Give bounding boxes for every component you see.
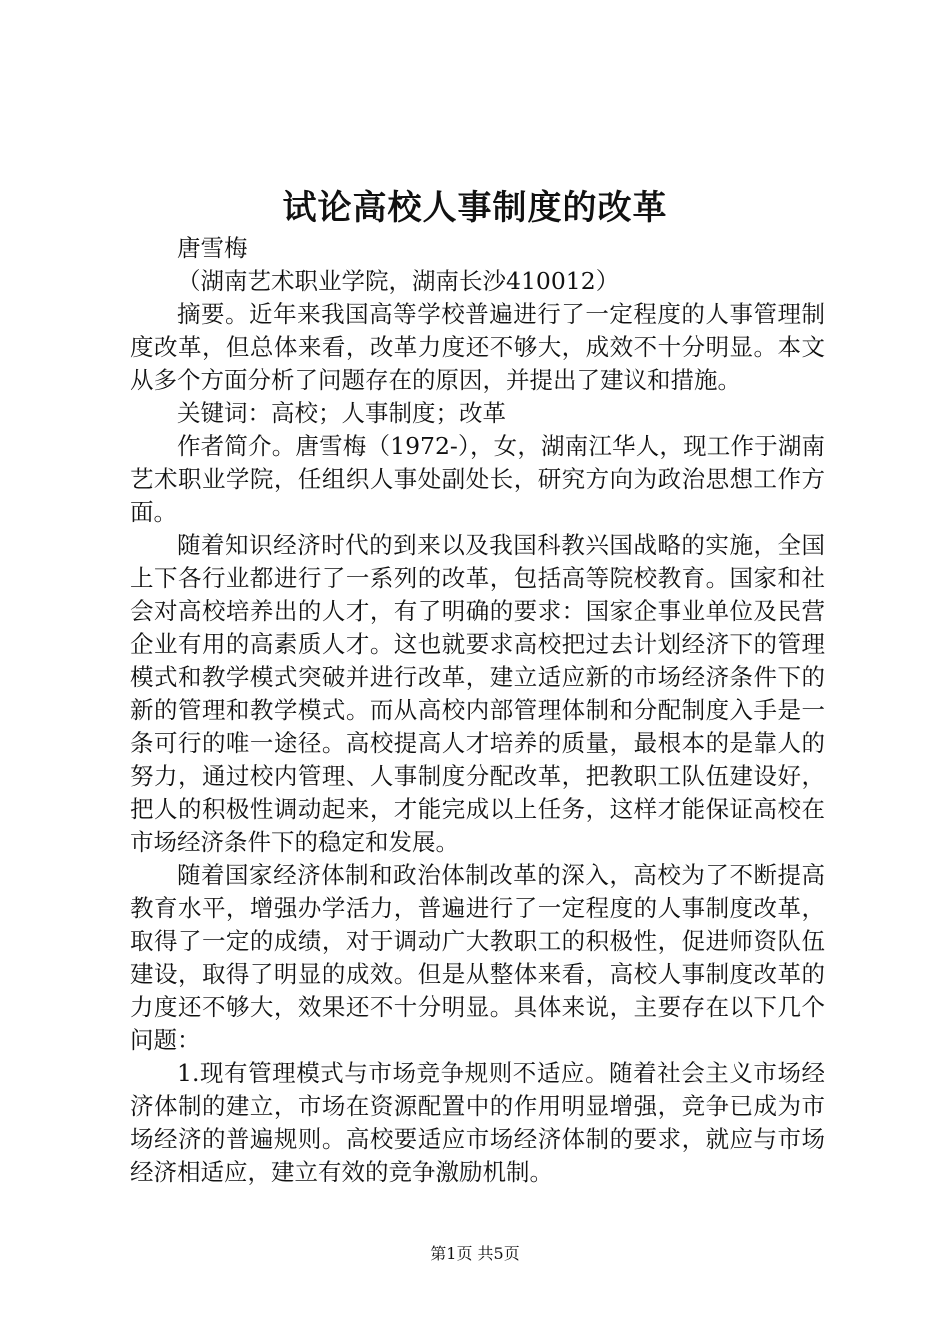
keywords-paragraph: 关键词：高校；人事制度；改革	[177, 399, 506, 427]
page-footer: 第1页 共5页	[430, 1244, 520, 1263]
abstract-paragraph: 摘要。近年来我国高等学校普遍进行了一定程度的人事管理制度改革，但总体来看，改革力度还不够大，成效不十分明显。本文从多个方面分析了问题存在的原因，并提出了建议和措施。	[130, 300, 825, 394]
body-paragraph: 1.现有管理模式与市场竞争规则不适应。随着社会主义市场经济体制的建立，市场在资源配置中的作用明显增强，竞争已成为市场经济的普遍规则。高校要适应市场经济体制的要求，就应与市场经济相适应，建立有效的竞争激励机制。	[130, 1059, 825, 1186]
document-body	[130, 232, 825, 1189]
author-name: 唐雪梅	[177, 234, 248, 262]
body-paragraph: 随着国家经济体制和政治体制改革的深入，高校为了不断提高教育水平，增强办学活力，普遍进行了一定程度的人事制度改革，取得了一定的成绩，对于调动广大教职工的积极性，促进师资队伍建设，取得了明显的成效。但是从整体来看，高校人事制度改革的力度还不够大，效果还不十分明显。具体来说，主要存在以下几个问题：	[130, 861, 825, 1054]
author-affiliation: （湖南艺术职业学院，湖南长沙410012）	[177, 267, 620, 295]
author-bio-paragraph: 作者简介。唐雪梅（1972-），女，湖南江华人，现工作于湖南艺术职业学院，任组织人事处副处长，研究方向为政治思想工作方面。	[130, 432, 825, 526]
body-paragraph: 随着知识经济时代的到来以及我国科教兴国战略的实施，全国上下各行业都进行了一系列的改革，包括高等院校教育。国家和社会对高校培养出的人才，有了明确的要求：国家企事业单位及民营企业有用的高素质人才。这也就要求高校把过去计划经济下的管理模式和教学模式突破并进行改革，建立适应新的市场经济条件下的新的管理和教学模式。而从高校内部管理体制和分配制度入手是一条可行的唯一途径。高校提高人才培养的质量，最根本的是靠人的努力，通过校内管理、人事制度分配改革，把教职工队伍建设好，把人的积极性调动起来，才能完成以上任务，这样才能保证高校在市场经济条件下的稳定和发展。	[130, 531, 825, 856]
document-title: 试论高校人事制度的改革	[282, 188, 668, 228]
